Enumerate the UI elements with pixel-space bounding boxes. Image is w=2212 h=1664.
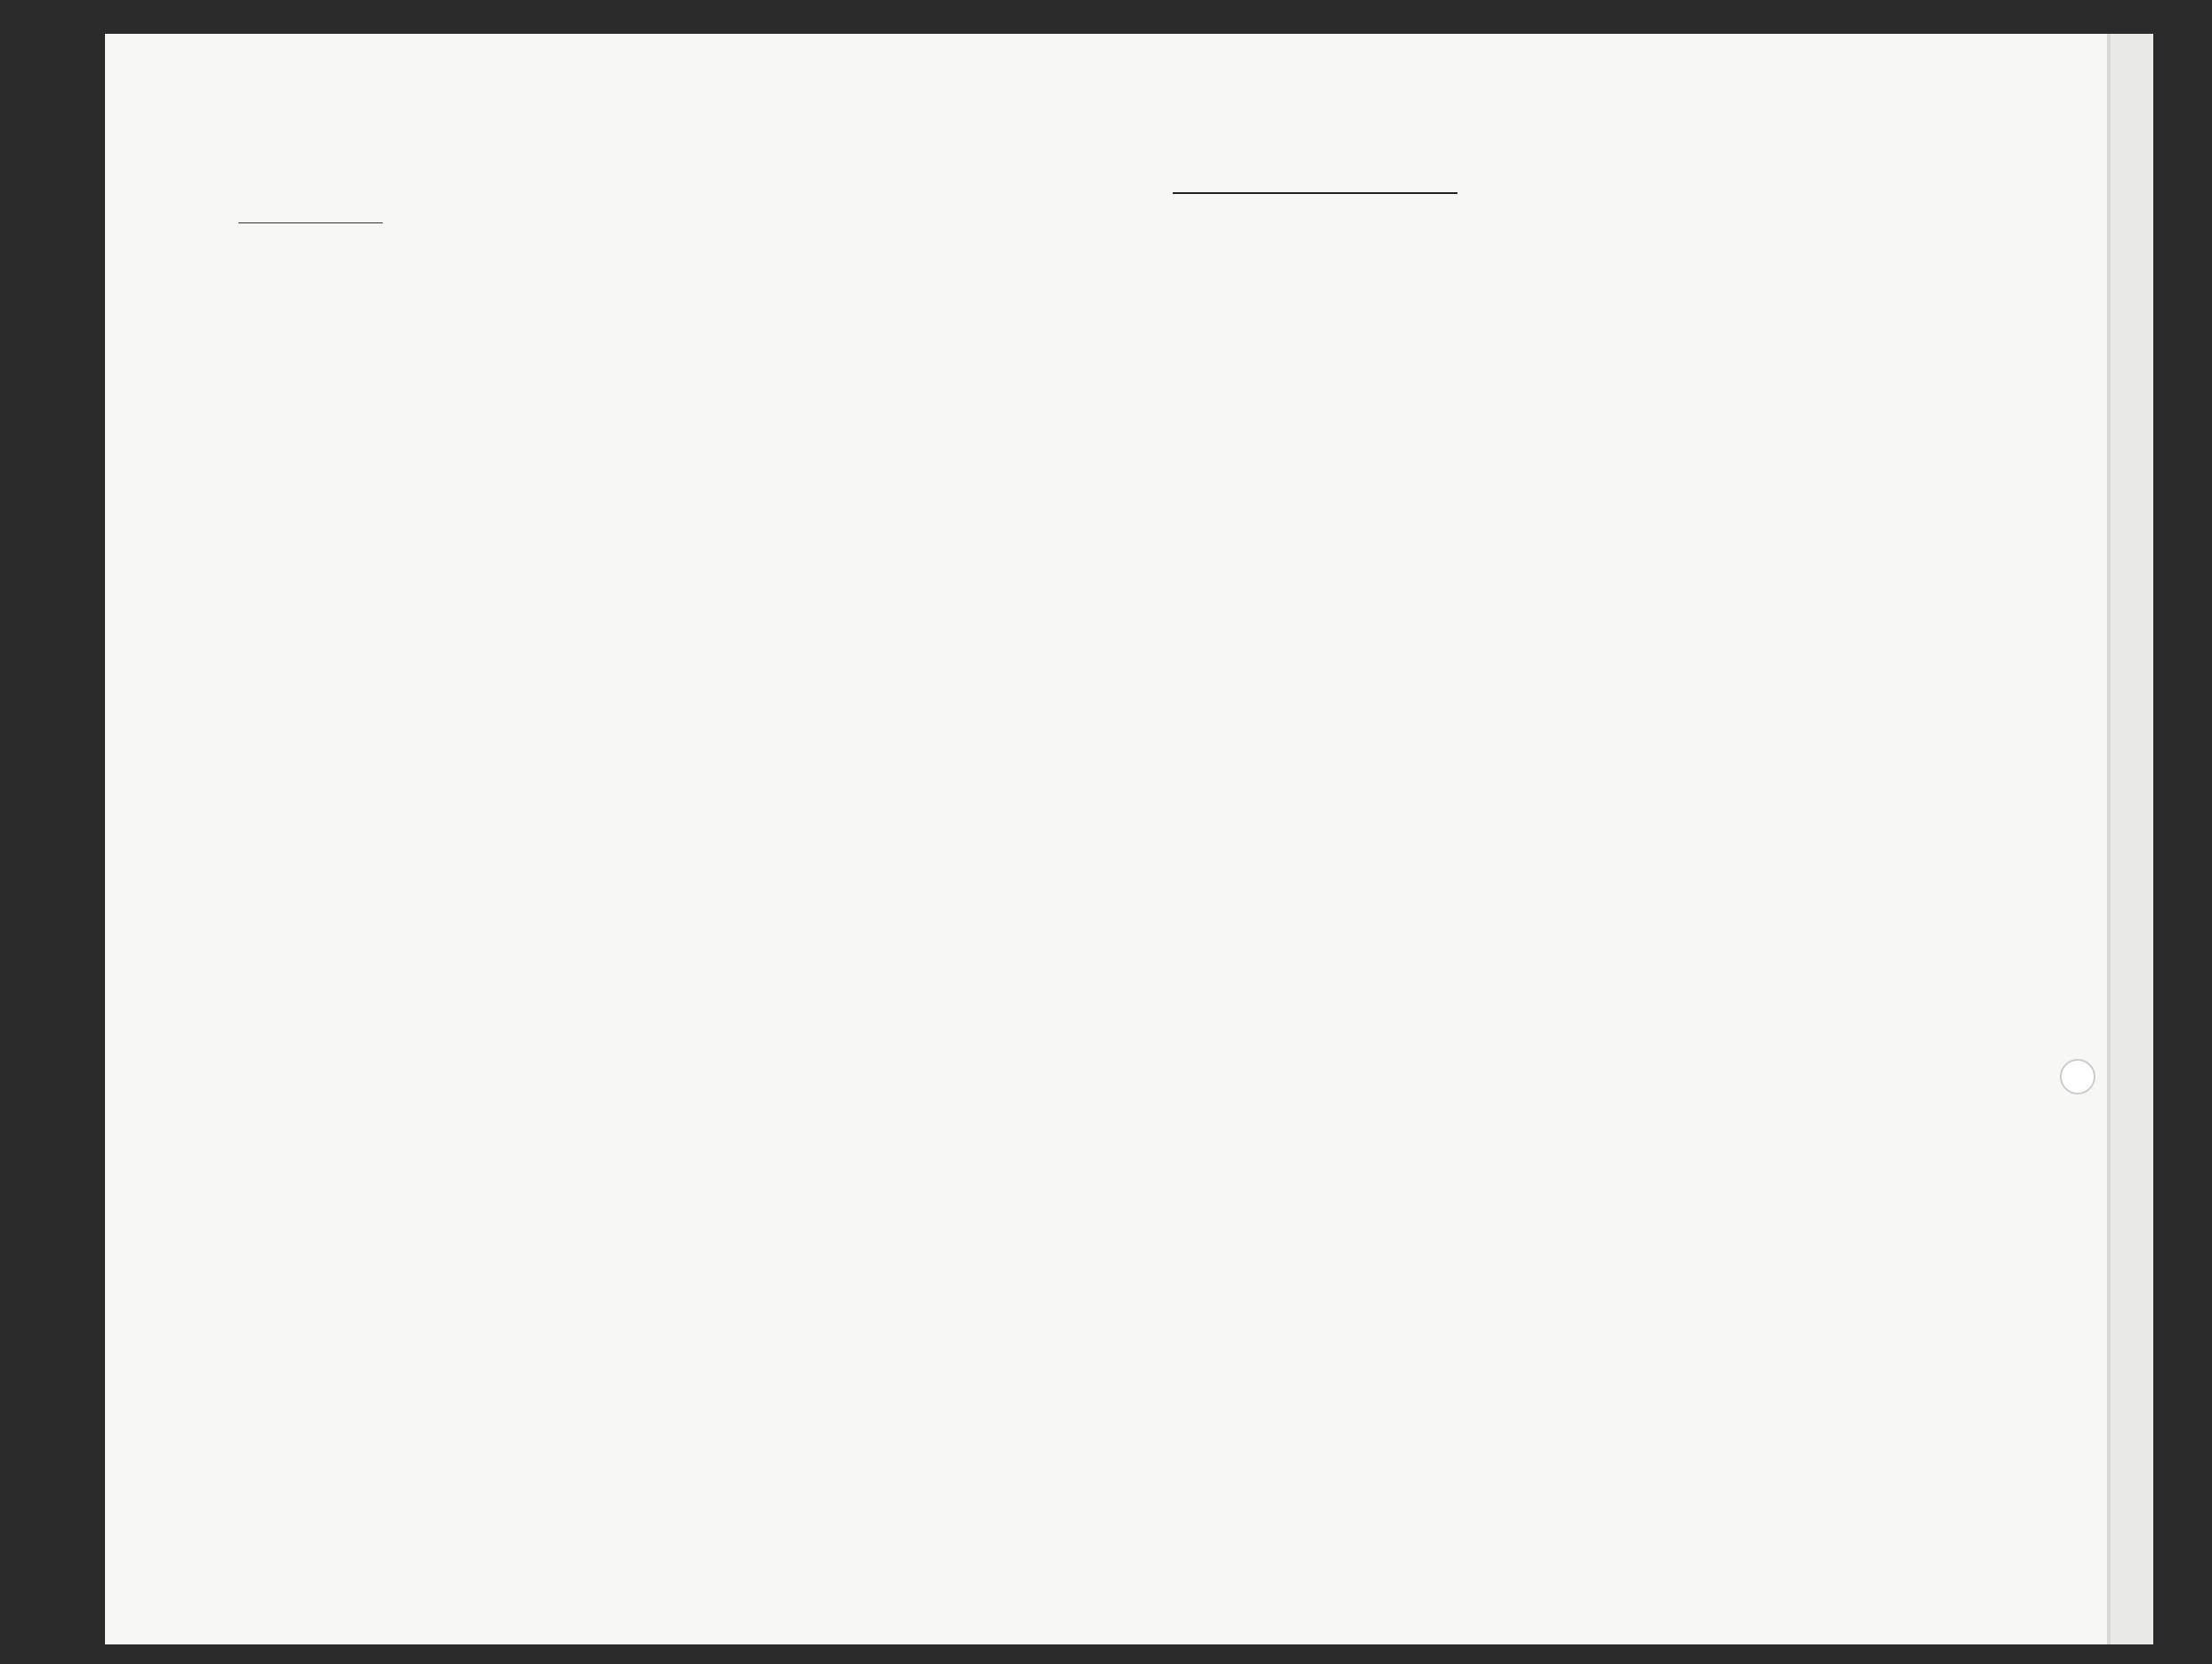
year-underline (238, 222, 383, 223)
binder-hole (2060, 1059, 2095, 1095)
register-page (105, 34, 2111, 1644)
cemetery-underline (1173, 192, 1457, 194)
